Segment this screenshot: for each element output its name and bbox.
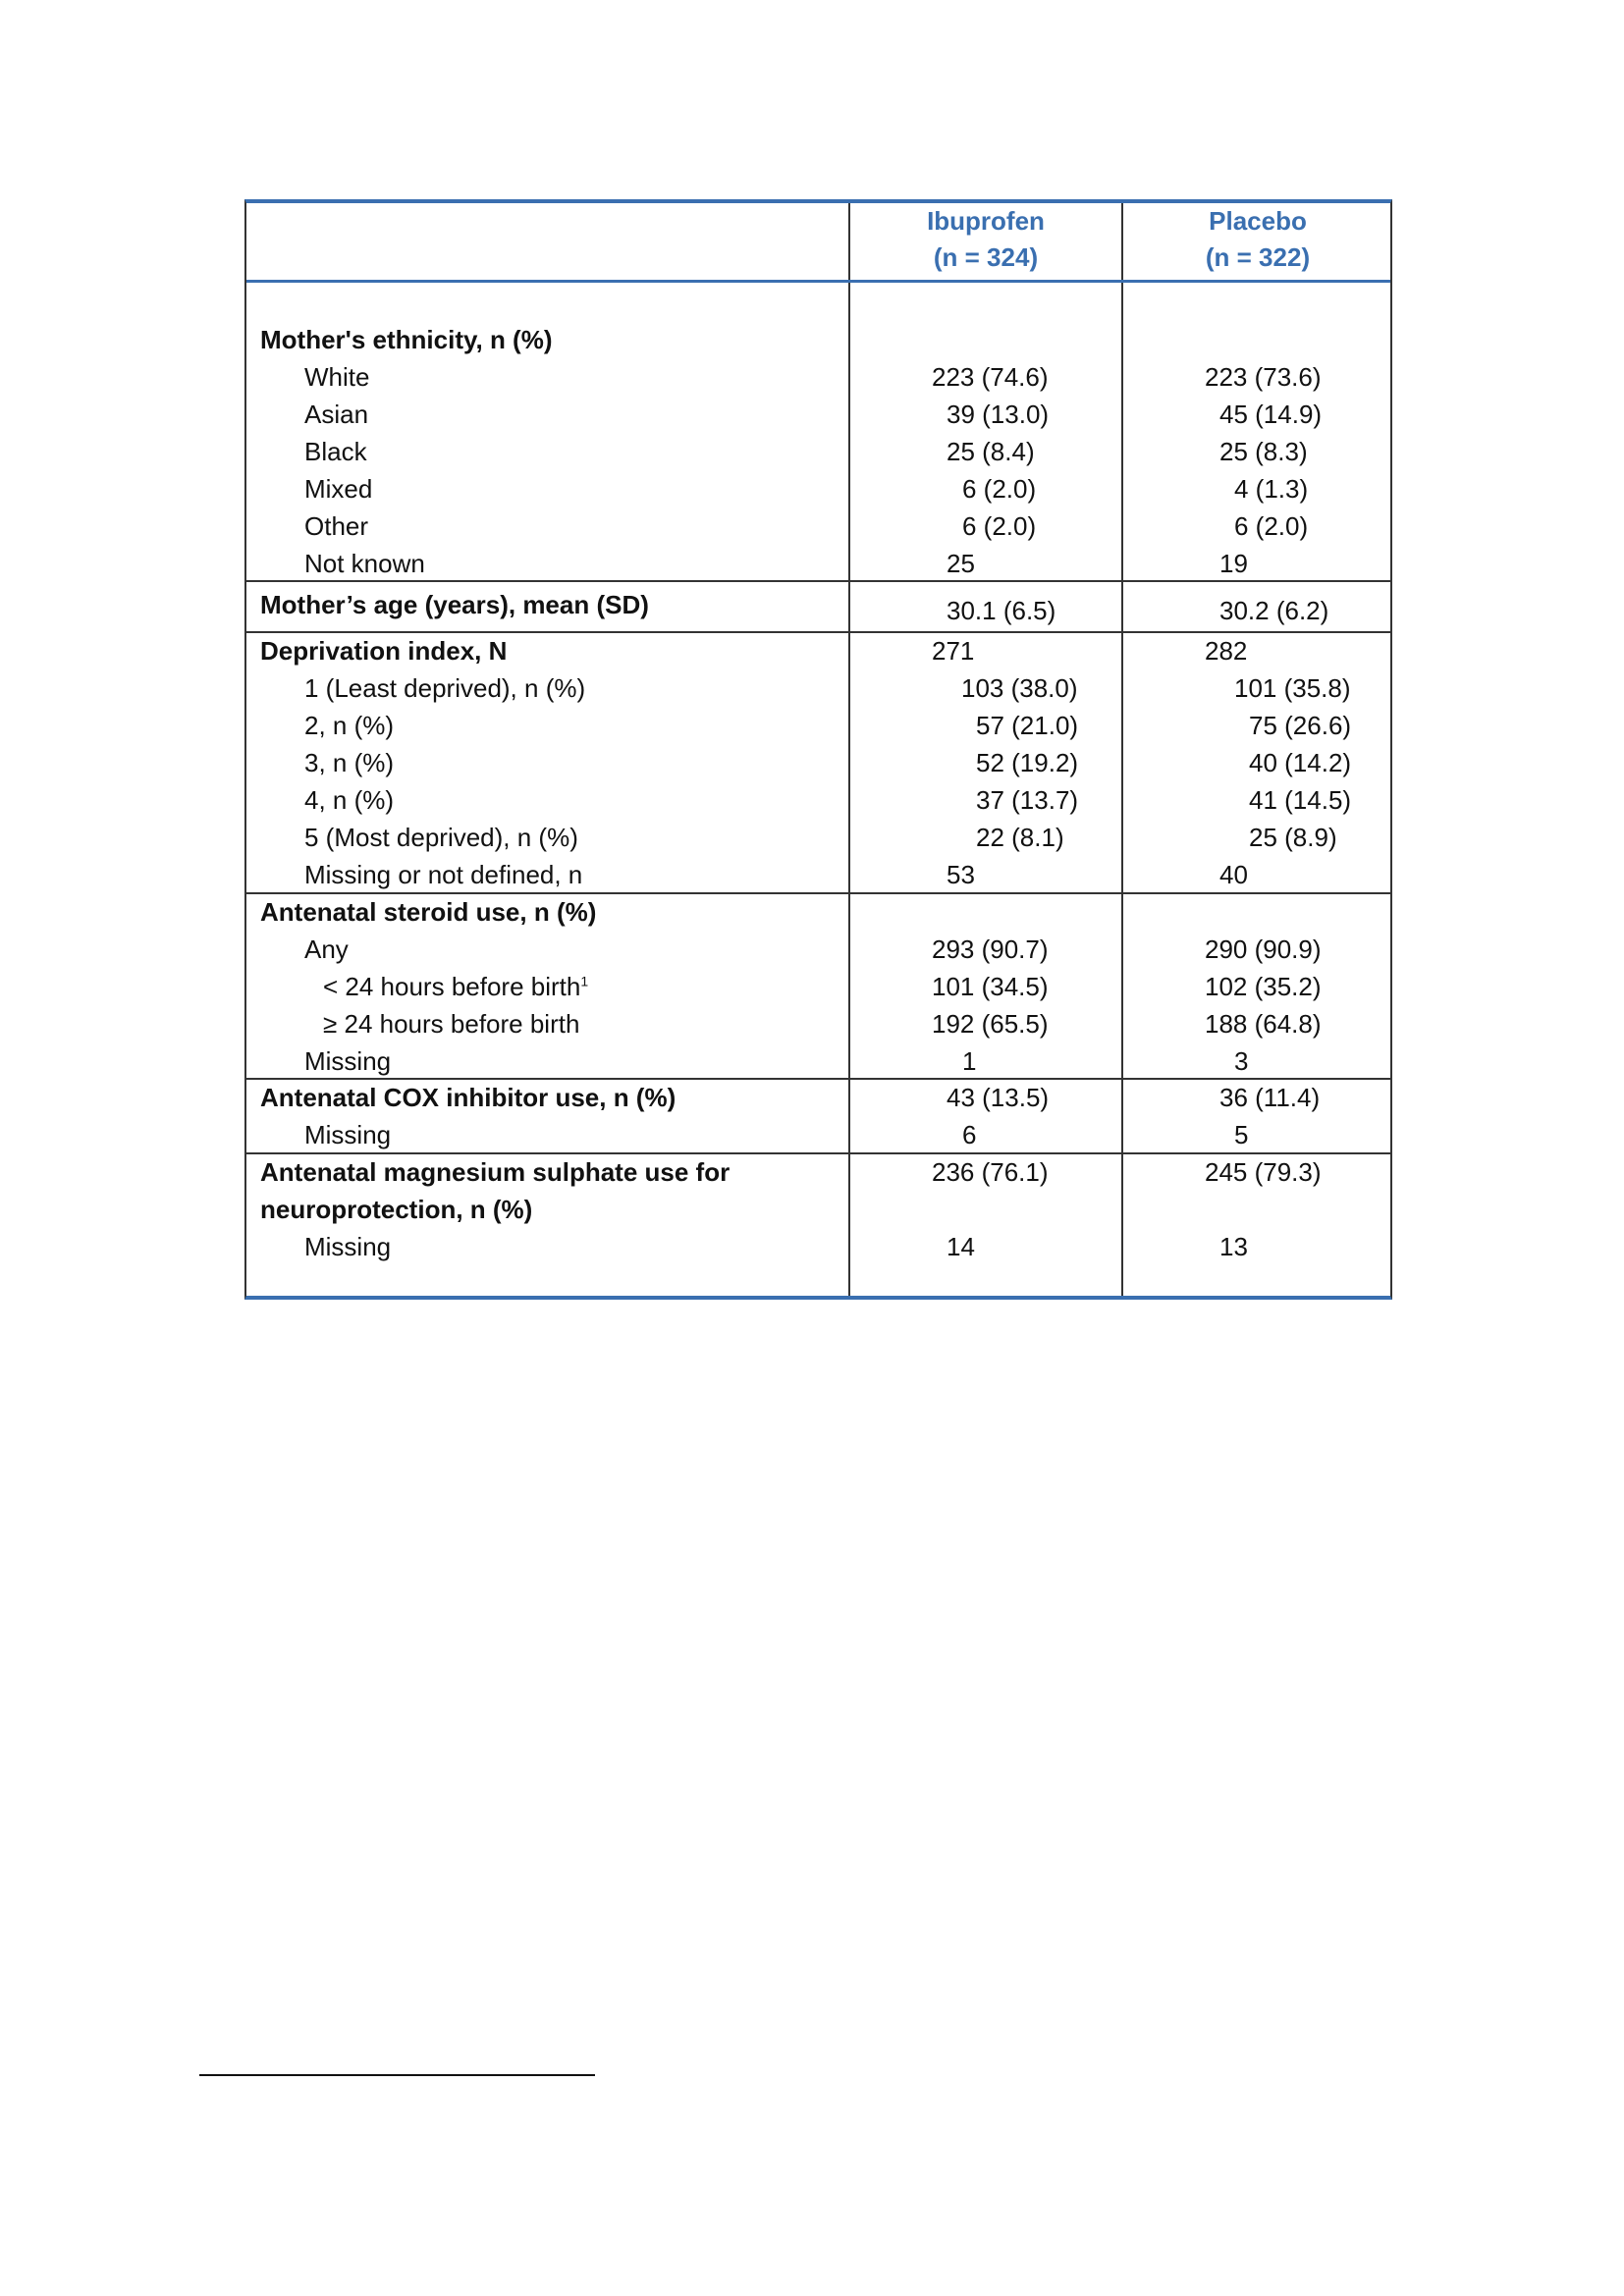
header-ibuprofen-n: (n = 324) <box>933 242 1039 272</box>
cell-ibuprofen: 53 <box>947 860 975 889</box>
table-row <box>246 358 1394 396</box>
cell-ibuprofen: 271 <box>932 636 975 666</box>
table-row <box>246 1153 1394 1191</box>
cell-ibuprofen: 192 (65.5) <box>932 1009 1049 1039</box>
row-label: 5 (Most deprived), n (%) <box>304 823 578 852</box>
table-row <box>246 931 1394 968</box>
section-title-age: Mother’s age (years), mean (SD) <box>260 590 649 619</box>
cell-placebo: 13 <box>1219 1232 1248 1261</box>
cell-placebo: 6 (2.0) <box>1234 511 1309 541</box>
header-ibuprofen-name: Ibuprofen <box>927 206 1045 236</box>
cell-placebo: 19 <box>1219 549 1248 578</box>
row-label: Missing or not defined, n <box>304 860 583 889</box>
cell-placebo: 41 (14.5) <box>1249 785 1352 815</box>
row-label: Mixed <box>304 474 373 504</box>
cell-placebo: 40 (14.2) <box>1249 748 1352 777</box>
section-rule <box>246 580 1390 582</box>
table-row <box>246 819 1394 856</box>
cell-ibuprofen: 6 (2.0) <box>962 511 1037 541</box>
cell-ibuprofen: 30.1 (6.5) <box>947 596 1056 625</box>
table-row <box>246 545 1394 582</box>
header-placebo <box>1123 203 1392 276</box>
row-label-text: < 24 hours before birth <box>323 972 581 1001</box>
cell-placebo: 4 (1.3) <box>1234 474 1309 504</box>
cell-ibuprofen: 6 <box>962 1120 977 1149</box>
table-row <box>246 1079 1394 1116</box>
cell-placebo: 102 (35.2) <box>1205 972 1322 1001</box>
row-label: ≥ 24 hours before birth <box>323 1009 580 1039</box>
cell-placebo: 282 <box>1205 636 1248 666</box>
section-title-deprivation: Deprivation index, N <box>260 636 508 666</box>
row-label: Any <box>304 934 349 964</box>
cell-ibuprofen: 1 <box>962 1046 977 1076</box>
section-title-ethnicity: Mother's ethnicity, n (%) <box>260 325 553 354</box>
cell-placebo: 25 (8.9) <box>1249 823 1337 852</box>
cell-ibuprofen: 43 (13.5) <box>947 1083 1050 1112</box>
cell-placebo: 25 (8.3) <box>1219 437 1308 466</box>
cell-placebo: 40 <box>1219 860 1248 889</box>
cell-placebo: 75 (26.6) <box>1249 711 1352 740</box>
row-label: 1 (Least deprived), n (%) <box>304 673 586 703</box>
table-row <box>246 321 1394 358</box>
cell-ibuprofen: 52 (19.2) <box>976 748 1079 777</box>
cell-ibuprofen: 22 (8.1) <box>976 823 1064 852</box>
cell-ibuprofen: 101 (34.5) <box>932 972 1049 1001</box>
section-title-cox: Antenatal COX inhibitor use, n (%) <box>260 1083 677 1112</box>
cell-ibuprofen: 57 (21.0) <box>976 711 1079 740</box>
section-title-steroid: Antenatal steroid use, n (%) <box>260 897 597 927</box>
cell-ibuprofen: 14 <box>947 1232 975 1261</box>
footnote-separator <box>199 2074 595 2076</box>
cell-ibuprofen: 103 (38.0) <box>961 673 1078 703</box>
row-label: White <box>304 362 370 392</box>
row-label: Black <box>304 437 367 466</box>
table-row <box>246 669 1394 707</box>
row-label: Missing <box>304 1232 392 1261</box>
cell-ibuprofen: 293 (90.7) <box>932 934 1049 964</box>
header-placebo-name: Placebo <box>1209 206 1307 236</box>
table-row <box>246 968 1394 1005</box>
row-label: Not known <box>304 549 425 578</box>
section-title-magnesium-line2: neuroprotection, n (%) <box>260 1195 533 1224</box>
cell-placebo: 30.2 (6.2) <box>1219 596 1329 625</box>
cell-placebo: 223 (73.6) <box>1205 362 1322 392</box>
cell-placebo: 3 <box>1234 1046 1249 1076</box>
cell-placebo: 290 (90.9) <box>1205 934 1322 964</box>
row-label: 3, n (%) <box>304 748 395 777</box>
cell-placebo: 5 <box>1234 1120 1249 1149</box>
cell-ibuprofen: 223 (74.6) <box>932 362 1049 392</box>
cell-ibuprofen: 37 (13.7) <box>976 785 1079 815</box>
table-row <box>246 632 1394 669</box>
row-label: Missing <box>304 1120 392 1149</box>
cell-ibuprofen: 236 (76.1) <box>932 1157 1049 1187</box>
cell-ibuprofen: 25 (8.4) <box>947 437 1035 466</box>
cell-placebo: 245 (79.3) <box>1205 1157 1322 1187</box>
table-row <box>246 396 1394 433</box>
header-placebo-n: (n = 322) <box>1205 242 1311 272</box>
cell-ibuprofen: 25 <box>947 549 975 578</box>
table-row <box>246 1116 1394 1153</box>
baseline-table <box>244 199 1392 1300</box>
cell-ibuprofen: 6 (2.0) <box>962 474 1037 504</box>
cell-placebo: 188 (64.8) <box>1205 1009 1322 1039</box>
row-label: 4, n (%) <box>304 785 395 815</box>
cell-ibuprofen: 39 (13.0) <box>947 400 1050 429</box>
footnote-marker: 1 <box>580 973 589 989</box>
table-row <box>246 781 1394 819</box>
table-row <box>246 1191 1394 1228</box>
row-label: Asian <box>304 400 369 429</box>
cell-placebo: 101 (35.8) <box>1234 673 1351 703</box>
header-ibuprofen <box>850 203 1121 276</box>
table-row <box>246 744 1394 781</box>
cell-placebo: 45 (14.9) <box>1219 400 1323 429</box>
row-label: 2, n (%) <box>304 711 395 740</box>
row-label: Other <box>304 511 369 541</box>
row-label: Missing <box>304 1046 392 1076</box>
row-label <box>323 968 588 1005</box>
table-row <box>246 1228 1394 1265</box>
section-title-magnesium-line1: Antenatal magnesium sulphate use for <box>260 1157 731 1187</box>
table-row <box>246 507 1394 545</box>
cell-placebo: 36 (11.4) <box>1219 1083 1321 1112</box>
header-rule <box>246 280 1390 283</box>
table-row <box>246 433 1394 470</box>
table-row <box>246 893 1394 931</box>
table-row <box>246 707 1394 744</box>
table-row <box>246 1005 1394 1042</box>
table-row <box>246 856 1394 893</box>
table-row <box>246 586 1394 623</box>
table-row <box>246 470 1394 507</box>
table-row <box>246 1042 1394 1080</box>
